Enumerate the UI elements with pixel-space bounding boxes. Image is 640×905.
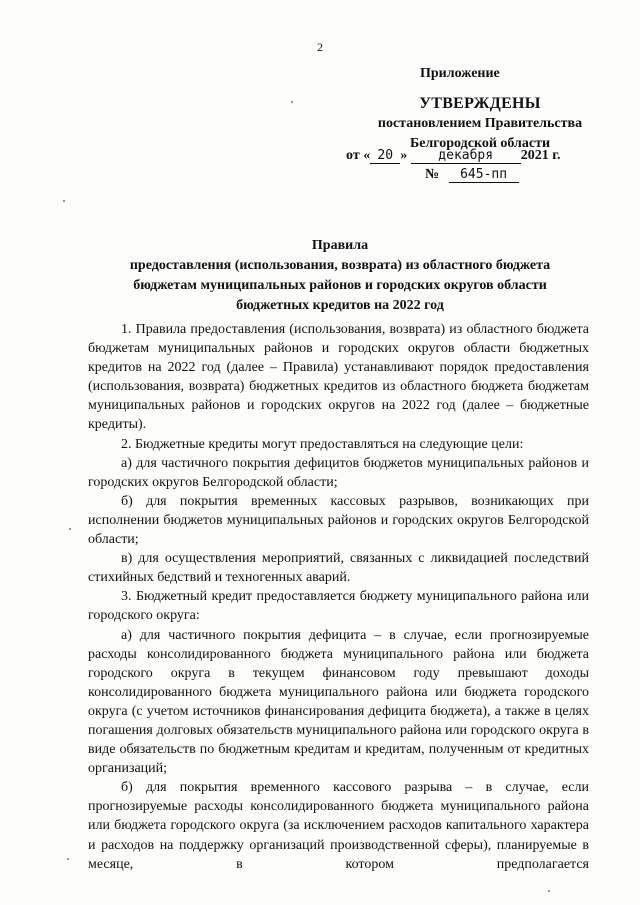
appendix-label: Приложение <box>420 66 500 81</box>
scan-speck <box>69 528 71 530</box>
paragraph-2c: в) для осуществления мероприятий, связанных с ликвидацией последствий стихийных бедствий и техногенных аварий. <box>88 551 589 586</box>
paragraph-2a: а) для частичного покрытия дефицитов бюджетов муниципальных районов и городских округов Белгородской области; <box>88 455 589 490</box>
title-line-3: бюджетных кредитов на 2022 год <box>236 298 444 313</box>
approval-line-1: постановлением Правительства <box>377 116 583 131</box>
date-month: декабря <box>411 148 521 164</box>
approval-number <box>425 167 519 183</box>
number-value: 645-пп <box>449 167 519 183</box>
title-line-1: предоставления (использования, возврата) из областного бюджета <box>129 258 551 273</box>
scan-speck <box>67 858 69 860</box>
approval-line-2: Белгородской области <box>409 136 551 151</box>
date-day: 20 <box>370 148 400 164</box>
title-main: Правила <box>311 238 369 253</box>
page-number: 2 <box>317 40 323 54</box>
scan-speck <box>63 200 65 202</box>
paragraph-1: 1. Правила предоставления (использования, возврата) из областного бюджета бюджетам муниципальных районов и городских округов области бюджетных кредитов на 2022 год (далее – Правила) устанавливают порядок предоставления (использования, возврата) бюджетных кредитов из областного бюджета бюджетам муниципальных районов и городских округов на 2022 год (далее – бюджетные кредиты). <box>88 322 589 433</box>
paragraph-3b: б) для покрытия временного кассового разрыва – в случае, если прогнозируемые расходы консолидированного бюджета муниципального района или бюджета городского округа (за исключением расходов капитального характера и расходов на поддержку организаций производственной сферы), планируемые в месяце, в котором предполагается <box>88 780 589 872</box>
paragraph-2: 2. Бюджетные кредиты могут предоставляться на следующие цели: <box>121 436 524 452</box>
scan-speck <box>548 890 550 892</box>
approval-heading: УТВЕРЖДЕНЫ <box>419 95 541 112</box>
paragraph-3a: а) для частичного покрытия дефицита – в случае, если прогнозируемые расходы консолидированного бюджета муниципального района или бюджета городского округа в текущем финансовом году превышают доходы консолидированного бюджета муниципального района или бюджета городского округа (с учетом источников финансирования дефицита бюджета), а также в целях погашения долговых обязательств муниципального района или городского округа в виде обязательств по бюджетным кредитам и кредитам, полученным от кредитных организаций; <box>88 627 589 777</box>
paragraph-3: 3. Бюджетный кредит предоставляется бюджету муниципального района или городского округа: <box>88 589 589 624</box>
date-prefix: от « <box>346 148 371 163</box>
date-suffix: 2021 г. <box>520 148 561 163</box>
approval-date <box>346 148 560 164</box>
scan-speck <box>291 101 293 103</box>
paragraph-2b: б) для покрытия временных кассовых разрывов, возникающих при исполнении бюджетов муниципальных районов и городских округов Белгородской области; <box>88 493 589 548</box>
approval-block <box>330 94 630 154</box>
document-body <box>88 320 589 874</box>
number-prefix: № <box>425 167 440 182</box>
date-mid: » <box>400 148 408 163</box>
document-title <box>60 236 620 316</box>
title-line-2: бюджетам муниципальных районов и городских округов области <box>133 278 547 293</box>
